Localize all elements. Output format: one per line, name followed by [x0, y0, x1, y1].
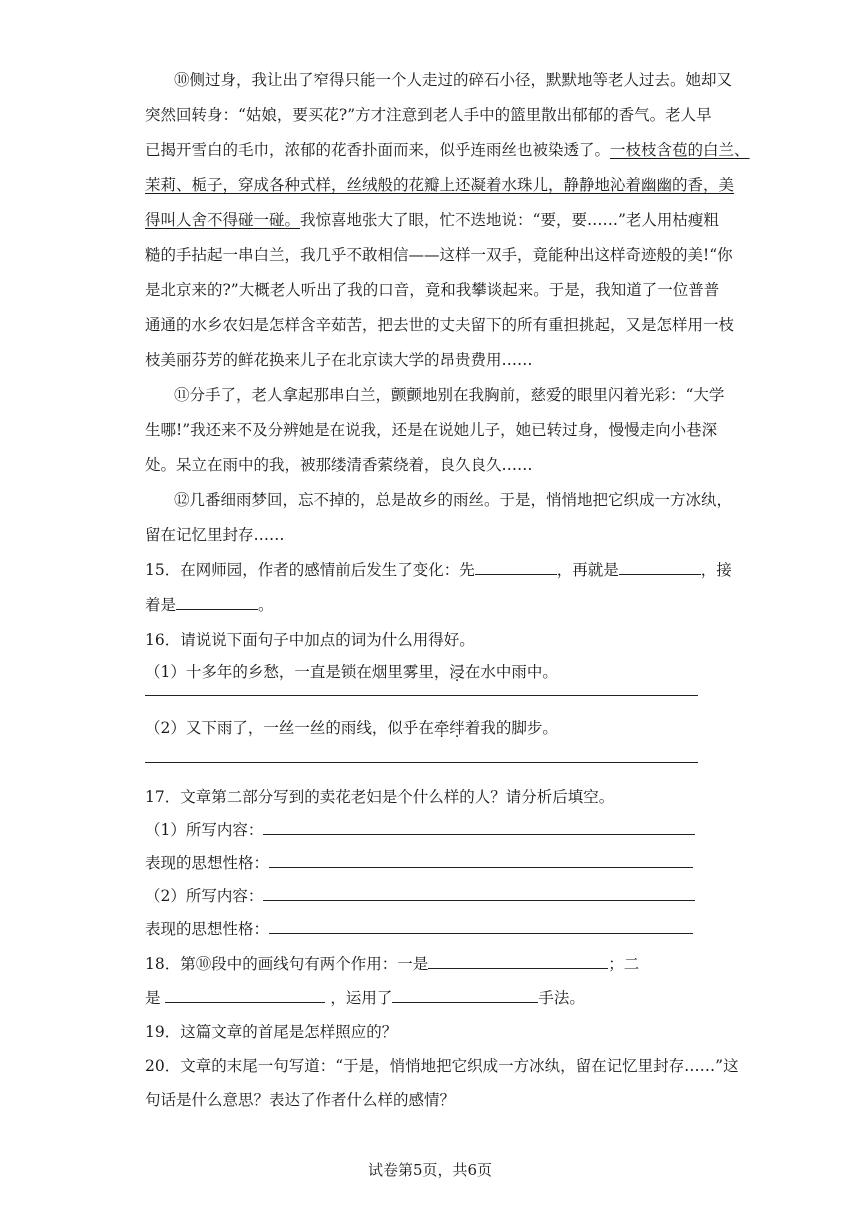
q15-text-b: ，再就是 [556, 561, 619, 579]
question-20-line-1: 20．文章的末尾一句写道：“于是，悄悄地把它织成一方冰纨，留在记忆里封存……”这 [145, 1057, 739, 1075]
q17-trait-2-label: 表现的思想性格： [145, 920, 270, 938]
q17-content-1-blank[interactable] [263, 820, 695, 835]
q18-text-b: ；二 [608, 955, 640, 973]
q17-content-1 [145, 820, 720, 840]
question-15-line-1 [145, 560, 732, 580]
underlined-sentence-start: 一枝枝含苞的白兰、 [610, 141, 750, 159]
q18-text-d: ，运用了 [330, 989, 393, 1007]
question-17-stem: 17．文章第二部分写到的卖花老妇是个什么样的人？请分析后填空。 [145, 788, 615, 806]
q16-s1-text-a: （1）十多年的乡愁，一直是锁在烟里雾里， [145, 663, 450, 681]
p10-line-6: 糙的手拈起一串白兰，我几乎不敢相信——这样一双手，竟能种出这样奇迹般的美!“你 [145, 246, 733, 264]
p12-line-2: 留在记忆里封存…… [145, 526, 285, 544]
q18-text-a: 18．第⑩段中的画线句有两个作用：一是 [145, 955, 429, 973]
q17-content-1-label: （1）所写内容： [145, 821, 264, 839]
question-15-line-2 [145, 595, 720, 615]
q17-trait-1-blank[interactable] [269, 853, 693, 868]
p11-line-1: ⑪分手了，老人拿起那串白兰，颤颤地别在我胸前，慈爱的眼里闪着光彩：“大学 [174, 386, 725, 404]
p11-line-2: 生哪!”我还来不及分辨她是在说我，还是在说她儿子，她已转过身，慢慢走向小巷深 [145, 421, 718, 439]
p10-line-9: 枝美丽芬芳的鲜花换来儿子在北京读大学的昂贵费用…… [145, 351, 533, 369]
q18-blank-1[interactable] [428, 954, 608, 969]
q15-text-e: 。 [258, 596, 274, 614]
q18-text-e: 手法。 [538, 989, 585, 1007]
dotted-word-ban: 绊 [449, 719, 465, 737]
p10-line-2: 突然回转身：“姑娘，要买花?”方才注意到老人手中的篮里散出郁郁的香气。老人早 [145, 106, 712, 124]
underlined-sentence-middle: 茉莉、栀子，穿成各种式样，丝绒般的花瓣上还凝着水珠儿，静静地沁着幽幽的香，美 [145, 176, 735, 194]
q17-trait-2-blank[interactable] [269, 919, 693, 934]
p10-line-1: ⑩侧过身，我让出了窄得只能一个人走过的碎石小径，默默地等老人过去。她却又 [174, 71, 733, 89]
q17-trait-1 [145, 853, 720, 873]
q17-trait-1-label: 表现的思想性格： [145, 854, 270, 872]
q18-text-c: 是 [145, 989, 161, 1007]
q15-text-a: 15．在网师园，作者的感情前后发生了变化：先 [145, 561, 475, 579]
q16-sentence-2 [145, 718, 720, 738]
p10-line-8: 通通的水乡农妇是怎样含辛茹苦，把去世的丈夫留下的所有重担挑起，又是怎样用一枝 [145, 316, 735, 334]
q17-content-2 [145, 886, 720, 906]
question-19-stem: 19．这篇文章的首尾是怎样照应的？ [145, 1023, 398, 1041]
q18-blank-2[interactable] [165, 988, 325, 1003]
q15-blank-2[interactable] [619, 560, 701, 575]
q16-s2-text-a: （2）又下雨了，一丝一丝的雨线，似乎在 [145, 719, 434, 737]
p10-line-5-text: 我惊喜地张大了眼，忙不迭地说：“要，要……”老人用枯瘦粗 [300, 211, 719, 229]
p10-line-3 [145, 140, 750, 160]
p10-line-3-text: 已揭开雪白的毛巾，浓郁的花香扑面而来，似乎连雨丝也被染透了。 [145, 141, 611, 159]
page-number-footer: 试卷第5页，共6页 [367, 1161, 493, 1179]
underlined-sentence-end: 得叫人舍不得碰一碰。 [145, 211, 301, 229]
question-18-line-2 [145, 988, 720, 1008]
q15-text-c: ，接 [700, 561, 732, 579]
q16-s1-text-b: 在水中雨中。 [464, 663, 558, 681]
question-18-line-1 [145, 954, 720, 974]
q15-text-d: 着是 [145, 596, 177, 614]
q16-answer-line-1[interactable] [145, 695, 698, 696]
q18-blank-3[interactable] [392, 988, 538, 1003]
q15-blank-3[interactable] [176, 595, 258, 610]
q16-s2-text-b: 着我的脚步。 [464, 719, 558, 737]
question-16-stem: 16．请说说下面句子中加点的词为什么用得好。 [145, 631, 475, 649]
q17-content-2-blank[interactable] [263, 886, 695, 901]
p11-line-3: 处。呆立在雨中的我，被那缕清香萦绕着，良久良久…… [145, 456, 533, 474]
q16-sentence-1 [145, 662, 720, 682]
q17-trait-2 [145, 919, 720, 939]
q15-blank-1[interactable] [475, 560, 557, 575]
p10-line-5 [145, 210, 720, 230]
q17-content-2-label: （2）所写内容： [145, 887, 264, 905]
question-20-line-2: 句话是什么意思？表达了作者什么样的感情？ [145, 1091, 456, 1109]
p12-line-1: ⑫几番细雨梦回，忘不掉的，总是故乡的雨丝。于是，悄悄地把它织成一方冰纨， [174, 491, 733, 509]
q16-answer-line-2[interactable] [145, 762, 698, 763]
p10-line-7: 是北京来的?”大概老人听出了我的口音，竟和我攀谈起来。于是，我知道了一位普普 [145, 281, 720, 299]
dotted-word-qian: 牵 [433, 719, 450, 737]
dotted-word-jin: 浸 [449, 663, 465, 681]
